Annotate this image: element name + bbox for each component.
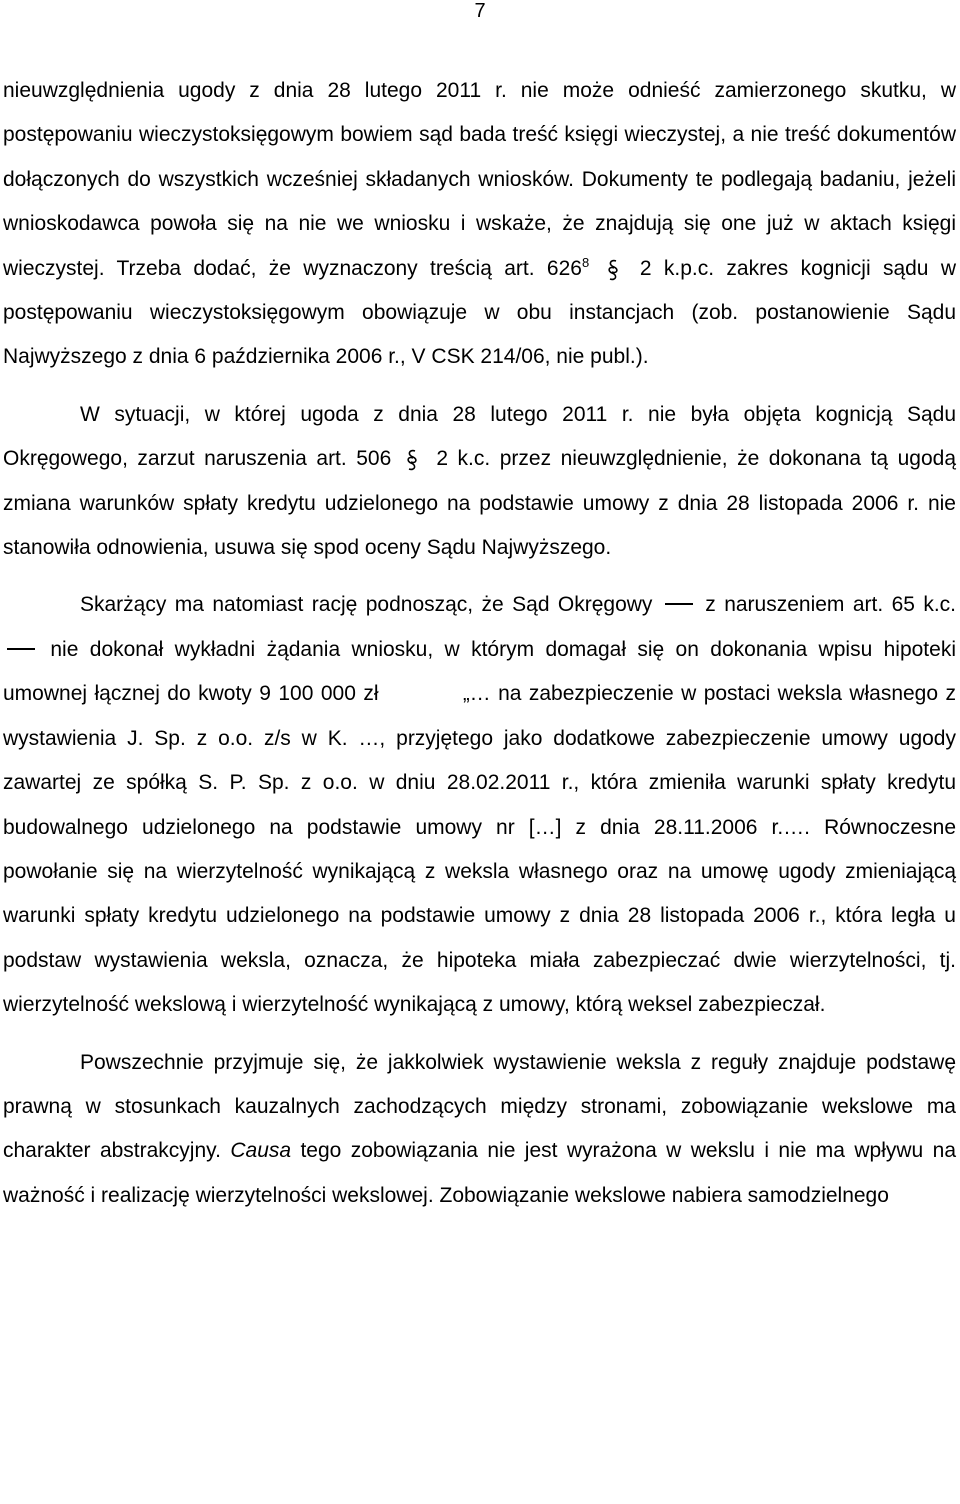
paragraph-3-text-d: … na zabezpieczenie w postaci weksla własnego z wystawienia J. Sp. z o.o. z/s w K. …, przyjętego jako dodatkowe zabezpieczenie umowy ugody zawartej ze spółką S. P. Sp. z o.o. w dniu 28.02.2011 r., która zmieniła warunki spłaty kredytu budowalnego udzielonego na podstawie umowy nr […] z dnia 28.11.2006 r.…. Równoczesne powołanie się na wierzytelność wynikającą z weksla własnego oraz na umowę ugody zmieniającą warunki spłaty kredytu udzielonego na podstawie umowy z dnia 28 listopada 2006 r., która legła u podstaw wystawienia weksla, oznacza, że hipoteka miała zabezpieczać dwie wierzytelności, tj. wierzytelność wekslową i wierzytelność wynikającą z umowy, którą weksel zabezpieczał.	[3, 682, 956, 1017]
section-sign-icon	[401, 449, 427, 467]
paragraph-2	[3, 393, 956, 571]
paragraph-4-italic-term: Causa	[230, 1139, 292, 1163]
document-body	[3, 69, 956, 1218]
section-sign-icon	[602, 259, 628, 277]
paragraph-1-text-a: nieuwzględnienia ugody z dnia 28 lutego 2011 r. nie może odnieść zamierzonego skutku, w postępowaniu wieczystoksięgowym bowiem sąd bada treść księgi wieczystej, a nie treść dokumentów dołączonych do wszystkich wcześniej składanych wniosków. Dokumenty te podlegają badaniu, jeżeli wnioskodawca powoła się na nie we wniosku i wskaże, że znajdują się one już w aktach księgi wieczystej. Trzeba dodać, że wyznaczony treścią art. 626	[3, 79, 956, 280]
paragraph-gap	[3, 570, 956, 583]
paragraph-gap	[3, 380, 956, 393]
paragraph-3-text-a: Skarżący ma natomiast rację podnosząc, że Sąd Okręgowy	[80, 593, 653, 617]
opening-quote-icon: „	[462, 683, 470, 706]
paragraph-2-text-b: 2 k.c. przez nieuwzględnienie, że dokonana tą ugodą zmiana warunków spłaty kredytu udzielonego na podstawie umowy z dnia 28 listopada 2006 r. nie stanowiła odnowienia, usuwa się spod oceny Sądu Najwyższego.	[3, 447, 957, 560]
paragraph-3-text-b: z naruszeniem art. 65 k.c.	[705, 593, 957, 617]
paragraph-1-text-b: 2 k.p.c. zakres kognicji sądu w postępowaniu wieczystoksięgowym obowiązuje w obu instancjach (zob. postanowienie Sądu Najwyższego z dnia 6 października 2006 r., V CSK 214/06, nie publ.).	[3, 256, 956, 369]
paragraph-3-text-c: nie dokonał wykładni żądania wniosku, w którym domagał się on dokonania wpisu hipoteki umownej łącznej do kwoty 9 100 000 zł	[3, 637, 956, 706]
paragraph-2-text-a: W sytuacji, w której ugoda z dnia 28 lutego 2011 r. nie była objęta kognicją Sądu Okręgowego, zarzut naruszenia art. 506	[3, 402, 956, 471]
paragraph-3	[3, 583, 956, 1027]
em-dash-icon	[665, 603, 693, 605]
paragraph-4-text-a: Powszechnie przyjmuje się, że jakkolwiek wystawienie weksla z reguły znajduje podstawę prawną w stosunkach kauzalnych zachodzących między stronami, zobowiązanie wekslowe ma charakter abstrakcyjny.	[3, 1050, 956, 1163]
paragraph-4	[3, 1041, 956, 1219]
page-number: 7	[474, 0, 486, 22]
paragraph-gap	[3, 1028, 956, 1041]
superscript-8: 8	[581, 254, 590, 270]
paragraph-4-text-b: tego zobowiązania nie jest wyrażona w wekslu i nie ma wpływu na ważność i realizację wierzytelności wekslowej. Zobowiązanie wekslowe nabiera samodzielnego	[3, 1139, 957, 1207]
em-dash-icon	[7, 648, 35, 650]
paragraph-1	[3, 69, 956, 380]
